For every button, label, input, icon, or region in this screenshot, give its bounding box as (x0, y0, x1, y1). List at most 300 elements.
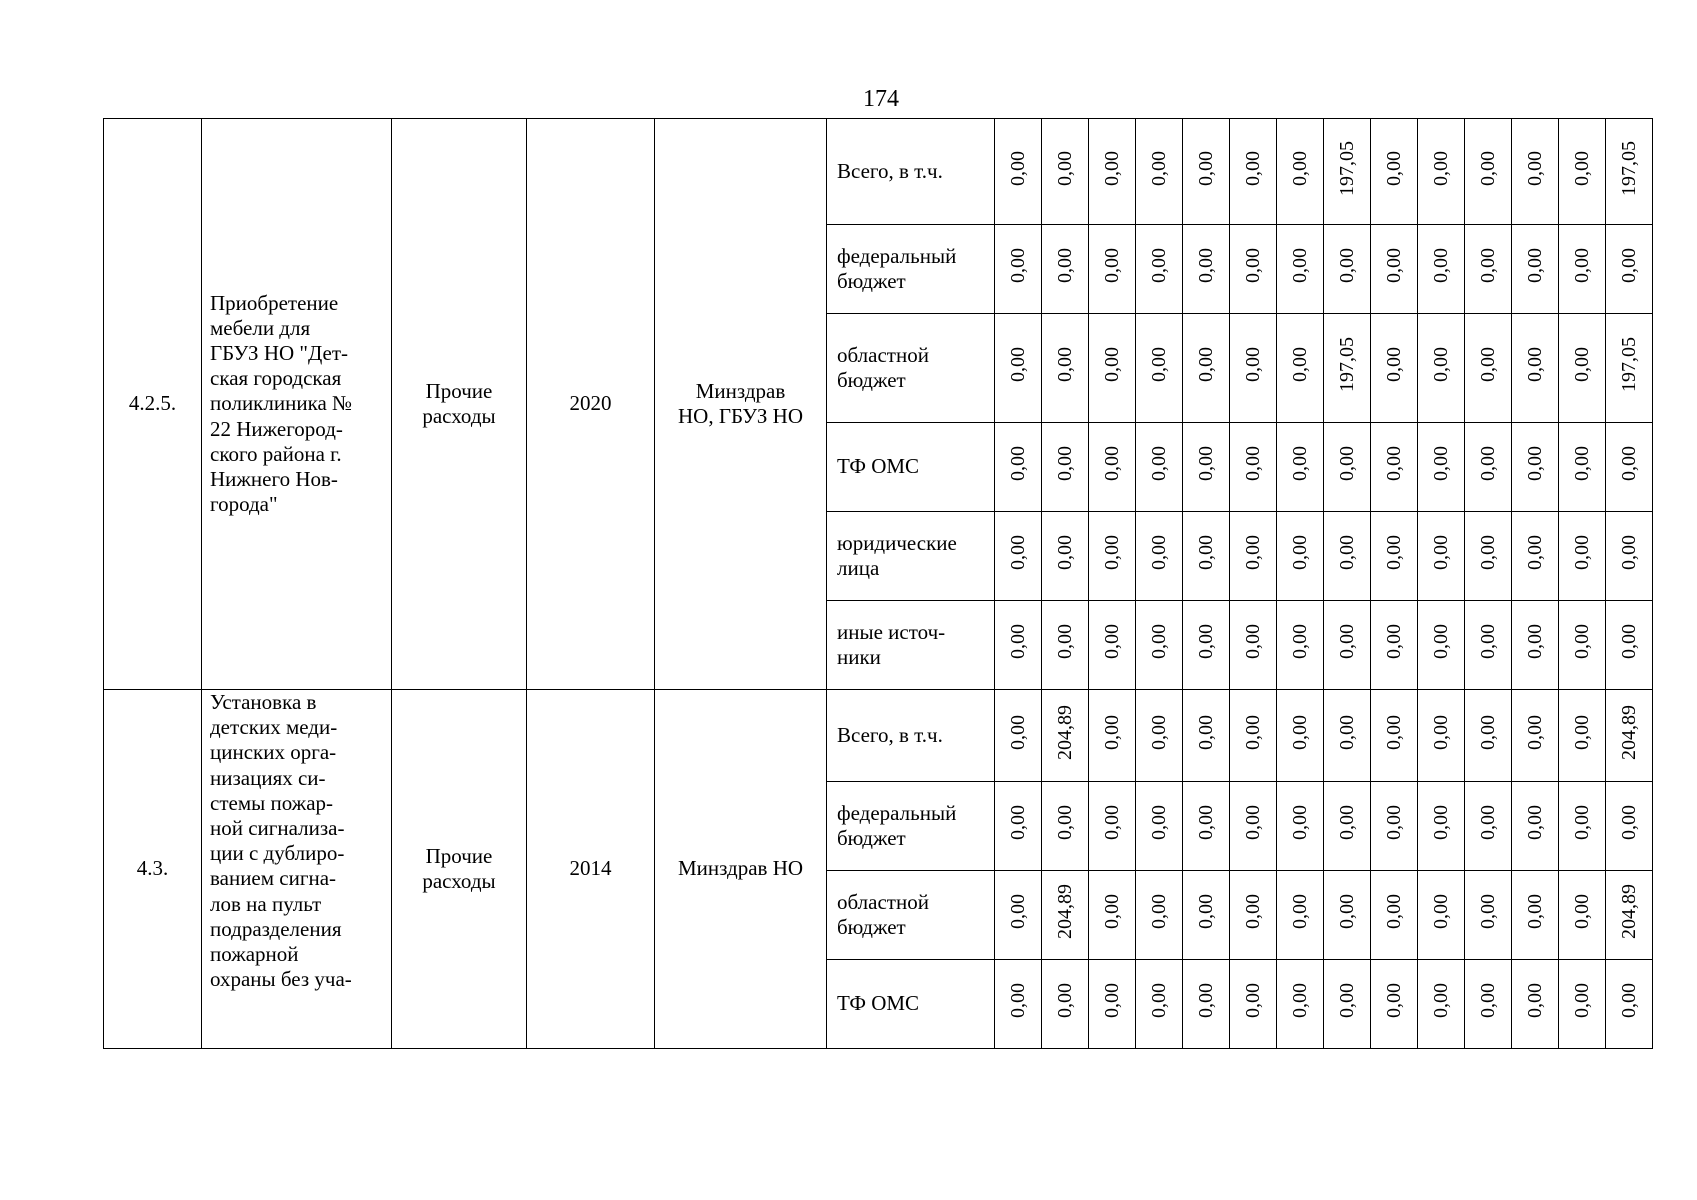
amount-cell (1136, 690, 1183, 782)
amount-cell (1183, 960, 1230, 1049)
amount-cell (1418, 871, 1465, 960)
amount-cell (1230, 601, 1277, 690)
item-name-line: подразделения (210, 916, 342, 941)
amount-value: 0,00 (1289, 347, 1311, 383)
amount-cell (1324, 512, 1371, 601)
funding-source (827, 690, 995, 782)
funding-source (827, 119, 995, 225)
item-name-line: охраны без уча- (210, 967, 352, 992)
amount-value: 0,00 (1007, 983, 1029, 1019)
funding-source-line: Всего, в т.ч. (837, 158, 943, 183)
amount-cell (1183, 601, 1230, 690)
amount-cell (1324, 782, 1371, 871)
amount-value: 0,00 (1148, 248, 1170, 284)
amount-cell (1418, 601, 1465, 690)
amount-value: 0,00 (1289, 446, 1311, 482)
amount-value: 0,00 (1242, 805, 1264, 841)
item-name-line: стемы пожар- (210, 790, 334, 815)
amount-cell (1277, 782, 1324, 871)
amount-value: 0,00 (1430, 347, 1452, 383)
item-name-line: ская городская (210, 366, 342, 391)
item-name-line: ции с дублиро- (210, 841, 345, 866)
amount-cell (1465, 119, 1512, 225)
amount-value: 0,00 (1101, 248, 1123, 284)
amount-cell (1559, 225, 1606, 314)
amount-value: 0,00 (1430, 624, 1452, 660)
amount-cell (1324, 690, 1371, 782)
amount-cell (1465, 423, 1512, 512)
amount-cell (1136, 423, 1183, 512)
amount-value: 0,00 (1477, 150, 1499, 186)
funding-source-line: бюджет (837, 368, 906, 392)
item-number: 4.3. (104, 690, 202, 1049)
amount-cell (1418, 314, 1465, 423)
amount-cell (1230, 782, 1277, 871)
amount-cell (1465, 690, 1512, 782)
year: 2020 (527, 119, 655, 690)
funding-source (827, 225, 995, 314)
amount-value: 0,00 (1148, 446, 1170, 482)
amount-value: 0,00 (1618, 805, 1640, 841)
funding-source-line: Всего, в т.ч. (837, 722, 943, 747)
amount-cell (1042, 690, 1089, 782)
amount-value: 0,00 (1195, 714, 1217, 750)
item-name-line: поликлиника № (210, 391, 353, 416)
amount-cell (1606, 871, 1653, 960)
amount-cell (995, 225, 1042, 314)
amount-cell (1042, 225, 1089, 314)
item-name-line: детских меди- (210, 715, 338, 740)
amount-value: 0,00 (1477, 535, 1499, 571)
amount-cell (1324, 225, 1371, 314)
amount-value: 197,05 (1336, 337, 1358, 393)
amount-value: 0,00 (1054, 248, 1076, 284)
amount-value: 0,00 (1242, 347, 1264, 383)
amount-value: 0,00 (1007, 248, 1029, 284)
amount-value: 0,00 (1289, 535, 1311, 571)
amount-value: 0,00 (1618, 624, 1640, 660)
amount-cell (1089, 782, 1136, 871)
item-name-line: ГБУЗ НО "Дет- (210, 341, 349, 366)
funding-source (827, 423, 995, 512)
item-number: 4.2.5. (104, 119, 202, 690)
amount-value: 0,00 (1571, 150, 1593, 186)
amount-value: 0,00 (1524, 805, 1546, 841)
amount-value: 0,00 (1477, 624, 1499, 660)
amount-value: 0,00 (1383, 347, 1405, 383)
amount-value: 0,00 (1242, 150, 1264, 186)
amount-value: 204,89 (1054, 704, 1076, 760)
amount-value: 0,00 (1242, 894, 1264, 930)
amount-cell (1465, 782, 1512, 871)
amount-cell (1277, 225, 1324, 314)
amount-value: 0,00 (1477, 248, 1499, 284)
amount-value: 0,00 (1054, 347, 1076, 383)
amount-cell (1230, 871, 1277, 960)
amount-value: 0,00 (1383, 150, 1405, 186)
amount-value: 0,00 (1430, 805, 1452, 841)
executor-line: Минздрав (695, 378, 786, 403)
amount-value: 0,00 (1571, 983, 1593, 1019)
amount-cell (1606, 690, 1653, 782)
amount-value: 0,00 (1336, 248, 1358, 284)
amount-cell (1371, 225, 1418, 314)
amount-cell (1512, 314, 1559, 423)
amount-value: 0,00 (1336, 714, 1358, 750)
amount-value: 197,05 (1618, 140, 1640, 196)
amount-value: 0,00 (1430, 248, 1452, 284)
amount-cell (1606, 119, 1653, 225)
amount-cell (1559, 690, 1606, 782)
amount-value: 0,00 (1524, 894, 1546, 930)
amount-cell (1418, 225, 1465, 314)
amount-value: 0,00 (1289, 624, 1311, 660)
amount-value: 0,00 (1336, 894, 1358, 930)
amount-value: 0,00 (1430, 983, 1452, 1019)
amount-cell (1512, 423, 1559, 512)
amount-value: 0,00 (1336, 535, 1358, 571)
amount-cell (1089, 690, 1136, 782)
amount-value: 0,00 (1195, 446, 1217, 482)
amount-cell (995, 871, 1042, 960)
amount-cell (1230, 960, 1277, 1049)
funding-source-line: федеральный (837, 243, 957, 268)
amount-cell (1371, 119, 1418, 225)
amount-cell (1183, 512, 1230, 601)
amount-value: 0,00 (1477, 714, 1499, 750)
amount-cell (1559, 871, 1606, 960)
amount-cell (1042, 512, 1089, 601)
item-name-line: города" (210, 492, 278, 517)
amount-cell (1371, 960, 1418, 1049)
item-name (202, 690, 392, 1049)
amount-cell (1230, 225, 1277, 314)
amount-value: 0,00 (1383, 535, 1405, 571)
expense-type (392, 690, 527, 1049)
amount-cell (1089, 871, 1136, 960)
amount-cell (1089, 960, 1136, 1049)
amount-value: 0,00 (1054, 624, 1076, 660)
amount-value: 0,00 (1477, 347, 1499, 383)
funding-source-line: областной (837, 889, 929, 914)
executor-line: Минздрав НО (677, 856, 804, 881)
amount-cell (1371, 690, 1418, 782)
item-name-line: 22 Нижегород- (210, 416, 343, 441)
table-row (104, 690, 1653, 782)
amount-cell (1324, 960, 1371, 1049)
amount-cell (995, 690, 1042, 782)
amount-value: 0,00 (1101, 150, 1123, 186)
amount-cell (1559, 119, 1606, 225)
amount-value: 0,00 (1195, 624, 1217, 660)
amount-cell (1418, 782, 1465, 871)
amount-value: 0,00 (1571, 894, 1593, 930)
amount-value: 0,00 (1383, 894, 1405, 930)
item-name-line: Приобретение (210, 290, 339, 315)
amount-value: 0,00 (1195, 248, 1217, 284)
amount-cell (1512, 782, 1559, 871)
amount-value: 0,00 (1242, 248, 1264, 284)
amount-value: 0,00 (1289, 248, 1311, 284)
amount-cell (1277, 871, 1324, 960)
amount-cell (1136, 314, 1183, 423)
year: 2014 (527, 690, 655, 1049)
amount-value: 0,00 (1477, 446, 1499, 482)
amount-cell (1089, 314, 1136, 423)
amount-value: 0,00 (1101, 714, 1123, 750)
amount-value: 204,89 (1618, 704, 1640, 760)
amount-cell (1371, 782, 1418, 871)
amount-cell (1559, 960, 1606, 1049)
amount-value: 0,00 (1195, 535, 1217, 571)
amount-cell (1277, 960, 1324, 1049)
amount-value: 0,00 (1101, 624, 1123, 660)
amount-cell (995, 782, 1042, 871)
amount-cell (1418, 512, 1465, 601)
amount-value: 0,00 (1430, 150, 1452, 186)
amount-cell (1183, 225, 1230, 314)
amount-value: 0,00 (1242, 983, 1264, 1019)
amount-cell (1042, 782, 1089, 871)
amount-value: 0,00 (1007, 347, 1029, 383)
amount-cell (1230, 690, 1277, 782)
amount-value: 0,00 (1242, 624, 1264, 660)
funding-source-line: бюджет (837, 269, 906, 293)
amount-cell (1512, 601, 1559, 690)
amount-value: 0,00 (1336, 983, 1358, 1019)
amount-cell (1089, 119, 1136, 225)
amount-cell (1042, 423, 1089, 512)
amount-cell (1324, 601, 1371, 690)
amount-cell (1512, 960, 1559, 1049)
amount-value: 0,00 (1054, 150, 1076, 186)
amount-value: 0,00 (1618, 446, 1640, 482)
amount-value: 197,05 (1336, 140, 1358, 196)
amount-cell (1512, 119, 1559, 225)
amount-cell (1559, 314, 1606, 423)
budget-table (103, 118, 1653, 1049)
funding-source-line: ТФ ОМС (837, 991, 920, 1016)
amount-value: 0,00 (1571, 805, 1593, 841)
amount-value: 0,00 (1007, 624, 1029, 660)
amount-value: 0,00 (1289, 983, 1311, 1019)
item-name-line: Установка в (210, 690, 317, 714)
amount-cell (1465, 225, 1512, 314)
amount-value: 0,00 (1242, 446, 1264, 482)
amount-value: 0,00 (1289, 805, 1311, 841)
amount-value: 204,89 (1618, 884, 1640, 940)
amount-value: 0,00 (1618, 983, 1640, 1019)
amount-value: 0,00 (1242, 535, 1264, 571)
amount-cell (1465, 960, 1512, 1049)
amount-cell (1277, 119, 1324, 225)
amount-cell (1512, 512, 1559, 601)
amount-value: 0,00 (1054, 446, 1076, 482)
amount-value: 0,00 (1195, 983, 1217, 1019)
expense-type (392, 119, 527, 690)
amount-cell (1230, 512, 1277, 601)
amount-value: 0,00 (1289, 150, 1311, 186)
item-name-line: ванием сигна- (210, 866, 337, 891)
amount-cell (1183, 423, 1230, 512)
item-name-line: ной сигнализа- (210, 815, 345, 840)
table-row (104, 119, 1653, 225)
amount-cell (995, 960, 1042, 1049)
amount-cell (1042, 119, 1089, 225)
amount-cell (1418, 119, 1465, 225)
amount-value: 0,00 (1148, 150, 1170, 186)
amount-cell (1371, 423, 1418, 512)
amount-value: 0,00 (1289, 894, 1311, 930)
amount-value: 0,00 (1524, 150, 1546, 186)
funding-source-line: бюджет (837, 915, 906, 939)
item-name (202, 119, 392, 690)
amount-value: 0,00 (1007, 446, 1029, 482)
amount-cell (1559, 512, 1606, 601)
amount-value: 0,00 (1430, 535, 1452, 571)
amount-value: 0,00 (1383, 714, 1405, 750)
funding-source-line: ТФ ОМС (837, 454, 920, 479)
amount-value: 0,00 (1336, 805, 1358, 841)
amount-value: 0,00 (1148, 805, 1170, 841)
amount-value: 0,00 (1101, 446, 1123, 482)
amount-cell (1277, 314, 1324, 423)
amount-value: 0,00 (1477, 894, 1499, 930)
amount-cell (1465, 512, 1512, 601)
amount-value: 0,00 (1148, 624, 1170, 660)
funding-source-line: бюджет (837, 826, 906, 850)
amount-value: 0,00 (1571, 248, 1593, 284)
amount-value: 197,05 (1618, 337, 1640, 393)
amount-cell (1042, 314, 1089, 423)
amount-value: 0,00 (1524, 983, 1546, 1019)
amount-value: 0,00 (1383, 805, 1405, 841)
amount-value: 0,00 (1195, 150, 1217, 186)
amount-value: 0,00 (1571, 535, 1593, 571)
expense-type-line: Прочие (425, 843, 493, 868)
amount-cell (1512, 225, 1559, 314)
page-number: 174 (863, 86, 899, 112)
amount-value: 0,00 (1383, 248, 1405, 284)
funding-source-line: федеральный (837, 800, 957, 825)
amount-value: 0,00 (1524, 248, 1546, 284)
amount-value: 0,00 (1007, 150, 1029, 186)
amount-cell (1089, 601, 1136, 690)
amount-cell (1230, 119, 1277, 225)
amount-cell (1559, 423, 1606, 512)
amount-value: 0,00 (1477, 805, 1499, 841)
amount-cell (1089, 225, 1136, 314)
amount-value: 0,00 (1054, 983, 1076, 1019)
amount-cell (1277, 512, 1324, 601)
amount-cell (1324, 423, 1371, 512)
amount-value: 0,00 (1007, 535, 1029, 571)
funding-source (827, 314, 995, 423)
funding-source (827, 871, 995, 960)
funding-source-line: ники (837, 645, 881, 669)
amount-value: 0,00 (1571, 624, 1593, 660)
amount-value: 0,00 (1007, 714, 1029, 750)
amount-value: 0,00 (1430, 446, 1452, 482)
amount-cell (1371, 512, 1418, 601)
funding-source-line: юридические (837, 530, 957, 555)
amount-value: 204,89 (1054, 884, 1076, 940)
amount-value: 0,00 (1524, 535, 1546, 571)
amount-cell (1136, 512, 1183, 601)
amount-cell (1559, 601, 1606, 690)
funding-source (827, 601, 995, 690)
amount-cell (1089, 512, 1136, 601)
amount-cell (1371, 314, 1418, 423)
amount-cell (1136, 601, 1183, 690)
amount-cell (1606, 423, 1653, 512)
amount-value: 0,00 (1101, 983, 1123, 1019)
amount-value: 0,00 (1289, 714, 1311, 750)
expense-type-line: Прочие (425, 378, 493, 403)
amount-value: 0,00 (1383, 624, 1405, 660)
amount-value: 0,00 (1195, 805, 1217, 841)
amount-cell (1606, 225, 1653, 314)
amount-cell (1606, 782, 1653, 871)
amount-cell (1136, 119, 1183, 225)
amount-cell (1277, 601, 1324, 690)
amount-value: 0,00 (1336, 624, 1358, 660)
amount-value: 0,00 (1195, 347, 1217, 383)
amount-value: 0,00 (1618, 248, 1640, 284)
amount-value: 0,00 (1336, 446, 1358, 482)
funding-source-line: лица (837, 556, 880, 580)
amount-value: 0,00 (1383, 983, 1405, 1019)
executor (655, 690, 827, 1049)
amount-cell (1418, 423, 1465, 512)
amount-value: 0,00 (1101, 535, 1123, 571)
amount-cell (1465, 871, 1512, 960)
amount-value: 0,00 (1007, 805, 1029, 841)
executor (655, 119, 827, 690)
amount-cell (1136, 871, 1183, 960)
amount-value: 0,00 (1007, 894, 1029, 930)
amount-cell (995, 423, 1042, 512)
amount-cell (1324, 119, 1371, 225)
amount-cell (1324, 314, 1371, 423)
item-name-line: ского района г. (210, 441, 342, 466)
amount-value: 0,00 (1524, 714, 1546, 750)
amount-value: 0,00 (1524, 624, 1546, 660)
amount-value: 0,00 (1054, 805, 1076, 841)
amount-cell (1371, 601, 1418, 690)
funding-source (827, 960, 995, 1049)
amount-value: 0,00 (1195, 894, 1217, 930)
item-name-line: пожарной (210, 941, 299, 966)
amount-cell (1183, 782, 1230, 871)
funding-source (827, 512, 995, 601)
amount-cell (1042, 960, 1089, 1049)
amount-value: 0,00 (1242, 714, 1264, 750)
expense-type-line: расходы (422, 404, 496, 428)
amount-value: 0,00 (1618, 535, 1640, 571)
amount-cell (1606, 512, 1653, 601)
item-name-line: низациях си- (210, 765, 326, 790)
amount-value: 0,00 (1477, 983, 1499, 1019)
amount-cell (1183, 314, 1230, 423)
amount-cell (1183, 690, 1230, 782)
item-name-line: лов на пульт (210, 891, 322, 916)
amount-value: 0,00 (1430, 714, 1452, 750)
amount-cell (995, 512, 1042, 601)
amount-value: 0,00 (1430, 894, 1452, 930)
item-name-line: цинских орга- (210, 740, 337, 765)
amount-cell (1418, 960, 1465, 1049)
